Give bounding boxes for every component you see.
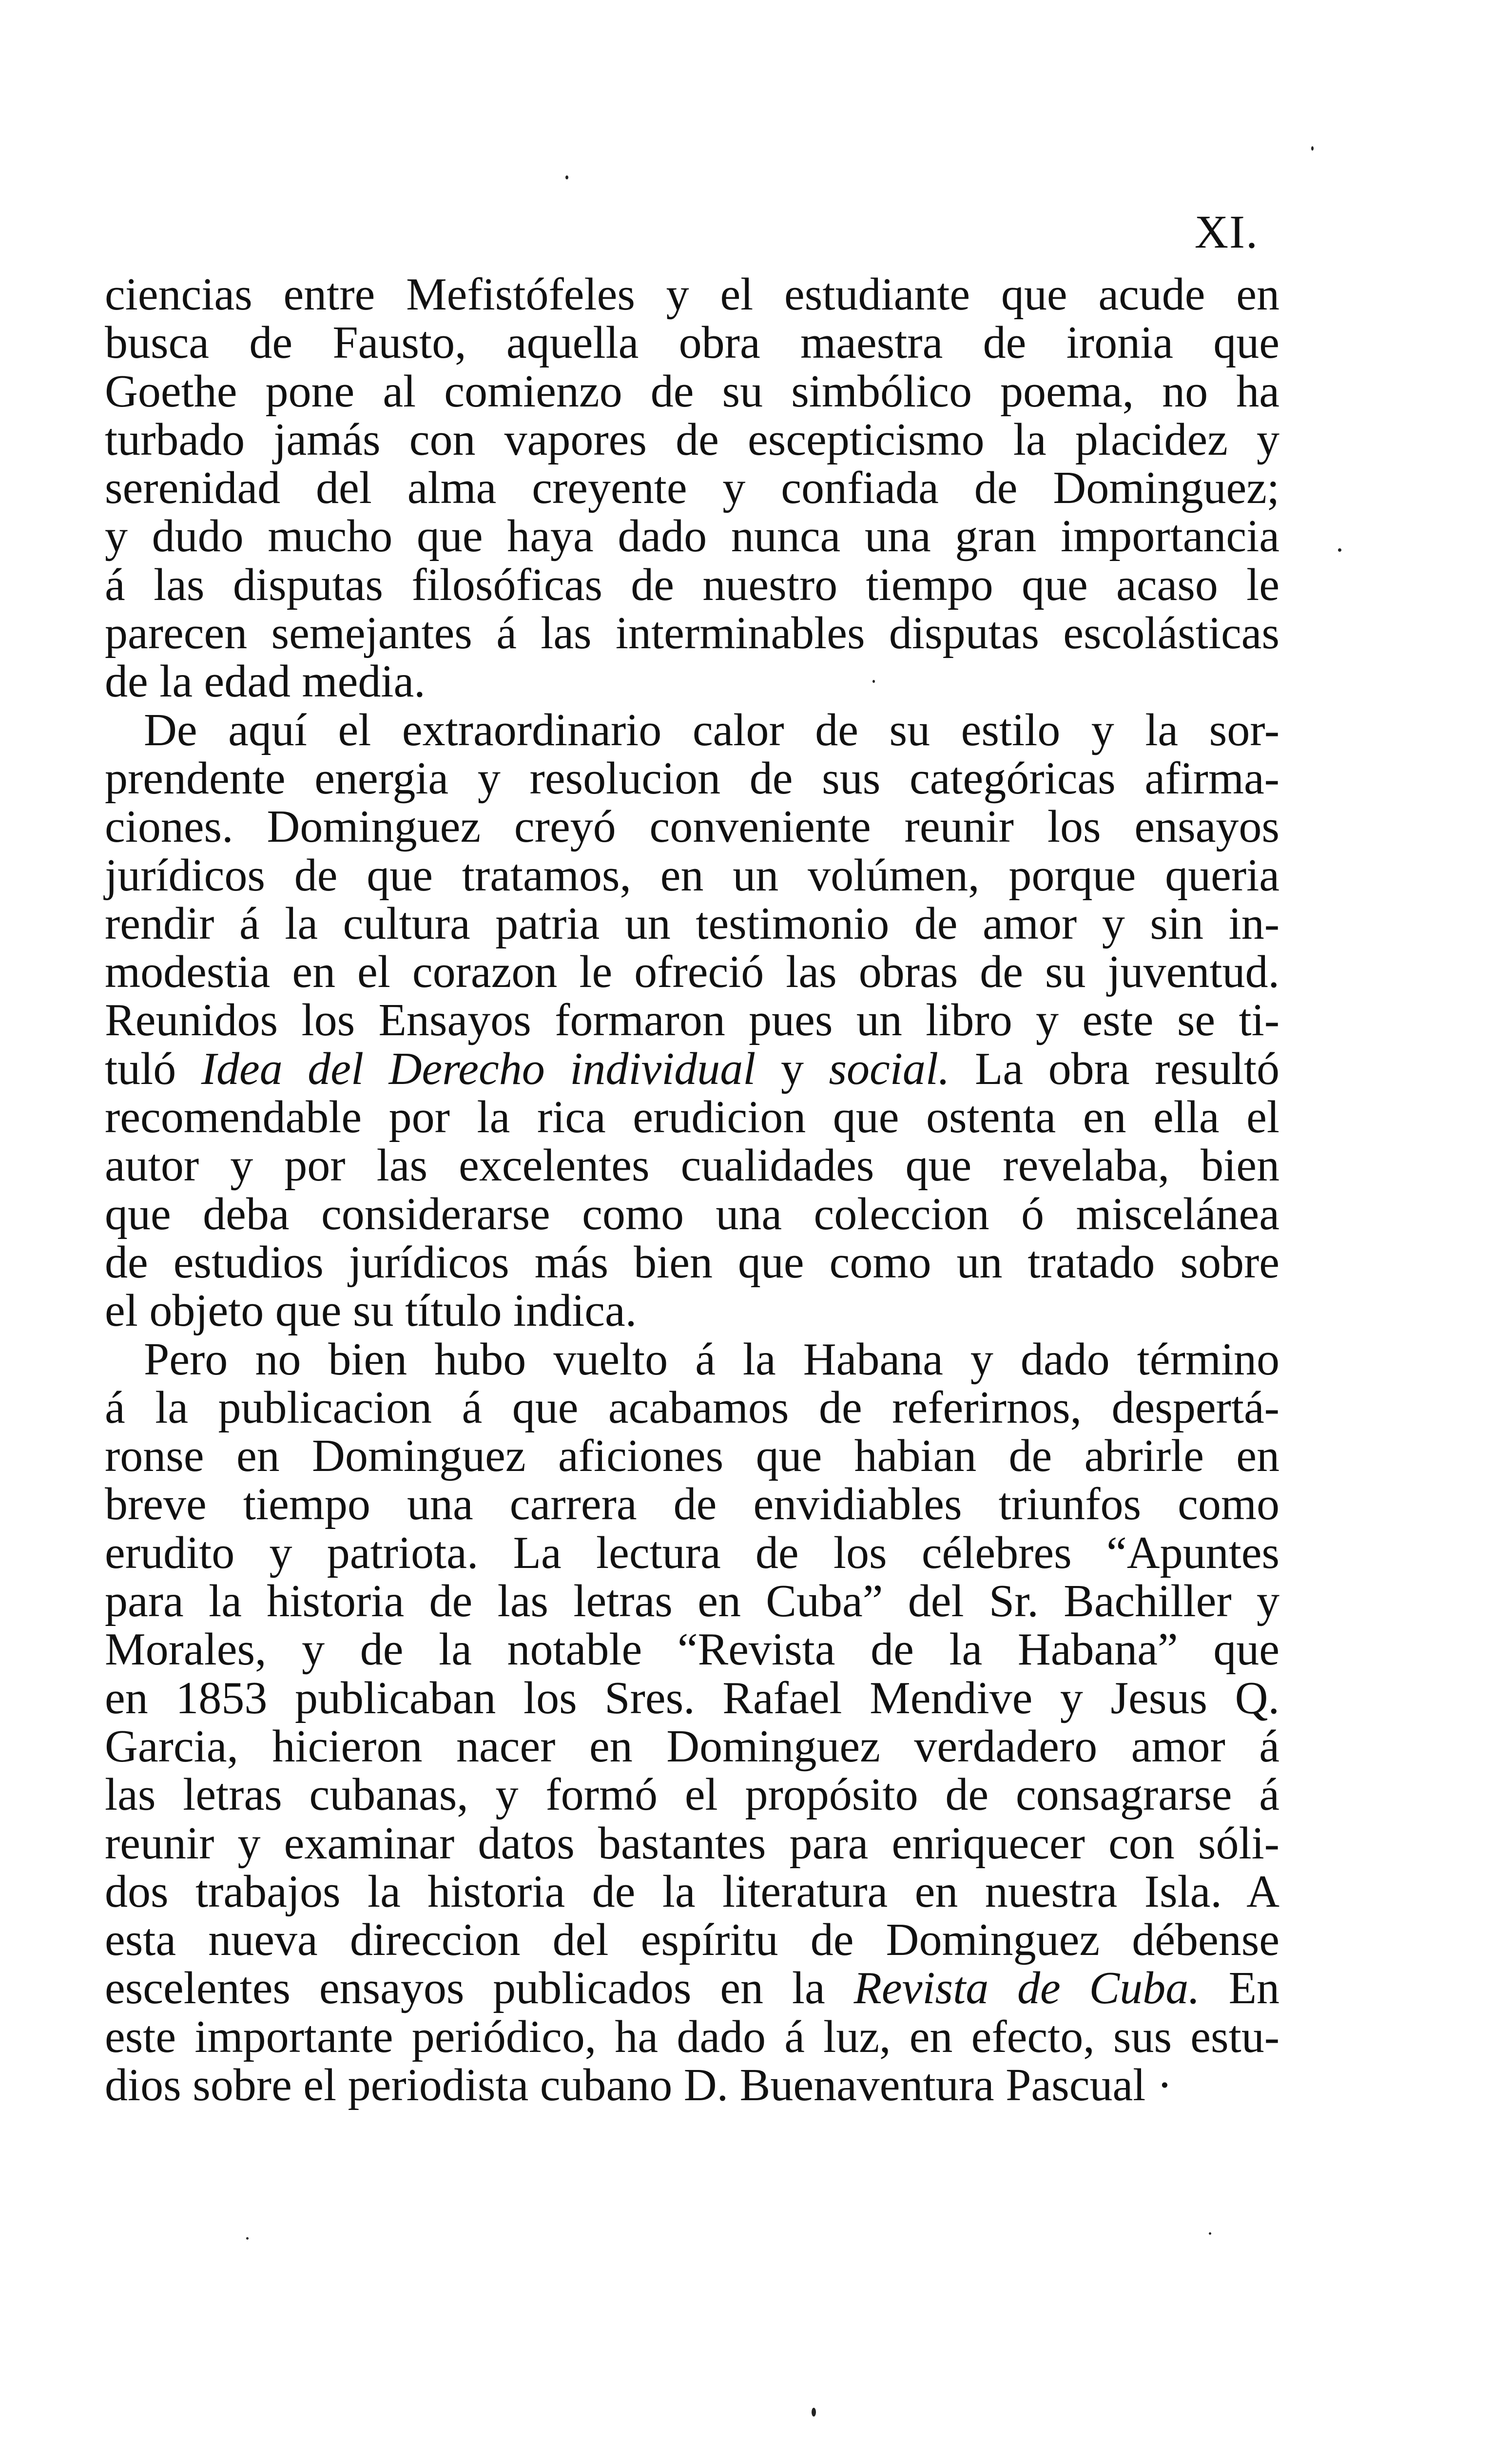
text-line: Garcia, hicieron nacer en Dominguez verdadero amor á [105, 1721, 1279, 1772]
paragraph [105, 706, 1279, 1335]
text-line: recomendable por la rica erudicion que ostenta en ella el [105, 1092, 1279, 1143]
scan-speck [1338, 548, 1341, 552]
text-line: tuló Idea del Derecho individual y social. La obra resultó [105, 1043, 1279, 1094]
text-line: que deba considerarse como una coleccion ó miscelánea [105, 1188, 1279, 1239]
scan-speck [812, 2408, 816, 2417]
text-line: Reunidos los Ensayos formaron pues un libro y este se ti- [105, 995, 1279, 1046]
text-line: jurídicos de que tratamos, en un volúmen, porque queria [105, 850, 1279, 901]
text-line: Morales, y de la notable “Revista de la Habana” que [105, 1624, 1279, 1675]
paragraph [105, 271, 1279, 706]
text-line: parecen semejantes á las interminables disputas escolásticas [105, 608, 1279, 659]
text-line: serenidad del alma creyente y confiada de Dominguez; [105, 463, 1279, 514]
body-text [105, 271, 1279, 2109]
italic-title: Idea del Derecho individual [201, 1043, 756, 1094]
scan-speck [246, 2237, 249, 2240]
italic-title: social. [829, 1043, 950, 1094]
text-line: esta nueva direccion del espíritu de Dominguez débense [105, 1915, 1279, 1966]
text-line: ciones. Dominguez creyó conveniente reunir los ensayos [105, 801, 1279, 852]
text-line: las letras cubanas, y formó el propósito de consagrarse á [105, 1769, 1279, 1820]
text-line: escelentes ensayos publicados en la Revista de Cuba. En [105, 1963, 1279, 2014]
text-line: rendir á la cultura patria un testimonio de amor y sin in- [105, 898, 1279, 949]
text-line: prendente energia y resolucion de sus categóricas afirma- [105, 753, 1279, 804]
text-line: á las disputas filosóficas de nuestro tiempo que acaso le [105, 559, 1279, 610]
text-line: Goethe pone al comienzo de su simbólico poema, no ha [105, 366, 1279, 417]
text-line: ciencias entre Mefistófeles y el estudiante que acude en [105, 269, 1279, 320]
text-line: dos trabajos la historia de la literatura en nuestra Isla. A [105, 1866, 1279, 1917]
text-line: modestia en el corazon le ofreció las obras de su juventud. [105, 947, 1279, 998]
scan-speck [872, 680, 875, 683]
text-line: de la edad media. [105, 656, 426, 707]
text-line: breve tiempo una carrera de envidiables triunfos como [105, 1479, 1279, 1530]
text-line: turbado jamás con vapores de escepticismo la placidez y [105, 414, 1279, 465]
text-line: busca de Fausto, aquella obra maestra de ironia que [105, 317, 1279, 368]
text-line: ronse en Dominguez aficiones que habian de abrirle en [105, 1431, 1279, 1482]
text-line: Pero no bien hubo vuelto á la Habana y dado término [144, 1334, 1279, 1385]
text-line: erudito y patriota. La lectura de los célebres “Apuntes [105, 1527, 1279, 1578]
text-line: reunir y examinar datos bastantes para enriquecer con sóli- [105, 1818, 1279, 1869]
text-line: este importante periódico, ha dado á luz, en efecto, sus estu- [105, 2011, 1279, 2062]
text-line: autor y por las excelentes cualidades que revelaba, bien [105, 1140, 1279, 1191]
scan-speck [1311, 146, 1314, 151]
text-line: en 1853 publicaban los Sres. Rafael Mendive y Jesus Q. [105, 1672, 1279, 1723]
text-line: dios sobre el periodista cubano D. Buenaventura Pascual · [105, 2059, 1173, 2110]
text-line: De aquí el extraordinario calor de su estilo y la sor- [144, 704, 1279, 755]
scan-speck [565, 175, 568, 179]
text-line: á la publicacion á que acabamos de referirnos, despertá- [105, 1382, 1279, 1433]
text-line: para la historia de las letras en Cuba” del Sr. Bachiller y [105, 1576, 1279, 1627]
text-line: el objeto que su título indica. [105, 1285, 637, 1336]
scan-speck [1209, 2232, 1211, 2235]
italic-title: Revista de Cuba. [853, 1963, 1200, 2014]
text-line: de estudios jurídicos más bien que como un tratado sobre [105, 1237, 1279, 1288]
text-line: y dudo mucho que haya dado nunca una gran importancia [105, 511, 1279, 562]
paragraph [105, 1335, 1279, 2110]
page-number: XI. [1194, 206, 1259, 258]
